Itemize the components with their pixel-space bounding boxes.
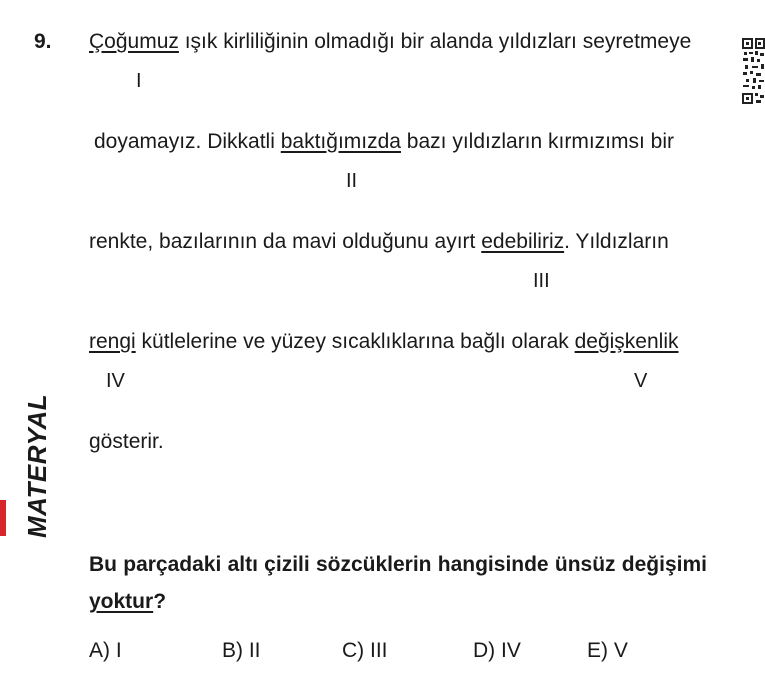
marker-i: I (136, 70, 142, 92)
paragraph-line-5: gösterir. (89, 430, 164, 453)
underlined-word-2: baktığımızda (280, 130, 401, 153)
question-prompt (89, 546, 707, 620)
qr-code-icon (742, 38, 765, 106)
prompt-underlined: yoktur (89, 590, 154, 613)
underlined-word-4: rengi (89, 330, 136, 353)
marker-v: V (634, 370, 648, 392)
choice-a[interactable]: A) I (89, 639, 122, 662)
choice-d[interactable]: D) IV (473, 639, 521, 662)
prompt-text: Bu parçadaki altı çizili sözcüklerin hangisinde ünsüz değişimi (89, 553, 707, 576)
choice-c[interactable]: C) III (342, 639, 388, 662)
sidebar-label (0, 388, 52, 538)
line4-mid: kütlelerine ve yüzey sıcaklıklarına bağlı olarak (135, 330, 575, 353)
line3-pre: renkte, bazılarının da mavi olduğunu ayırt (89, 230, 482, 253)
underlined-word-3: edebiliriz (481, 230, 565, 253)
paragraph-line-3 (89, 230, 669, 254)
marker-ii: II (346, 170, 358, 192)
prompt-end: ? (153, 590, 167, 613)
line2-pre: doyamayız. Dikkatli (94, 130, 281, 153)
underlined-word-5: değişkenlik (574, 330, 679, 353)
line1-rest: ışık kirliliğinin olmadığı bir alanda yıldızları seyretmeye (178, 30, 692, 53)
line2-post: bazı yıldızların kırmızımsı bir (400, 130, 675, 153)
paragraph-line-4 (89, 330, 679, 354)
underlined-word-1: Çoğumuz (89, 30, 179, 53)
question-number: 9. (34, 30, 52, 53)
choice-b[interactable]: B) II (222, 639, 261, 662)
paragraph-line-1 (89, 30, 691, 54)
paragraph-line-2 (94, 130, 674, 154)
marker-iv: IV (106, 370, 125, 392)
line3-post: . Yıldızların (564, 230, 669, 253)
sidebar-label-text: MATERYAL (22, 393, 52, 538)
choice-e[interactable]: E) V (587, 639, 628, 662)
marker-iii: III (533, 270, 550, 292)
